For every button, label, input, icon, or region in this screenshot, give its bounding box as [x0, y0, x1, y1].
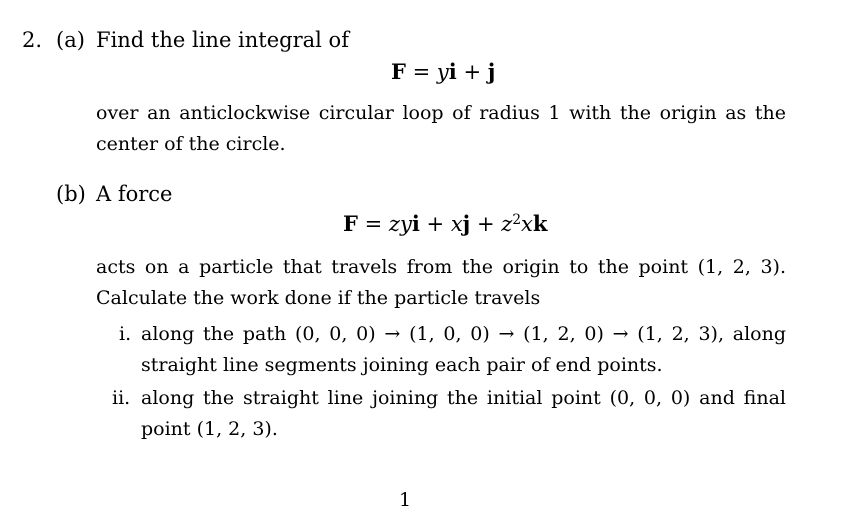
eq-b-term2-coef: x	[450, 212, 463, 236]
eq-b-term3-coef: x	[521, 212, 533, 236]
eq-a-term1-vec: i	[448, 59, 457, 84]
eq-b-term2-vec: j	[462, 211, 471, 236]
part-a-text-line1: over an anticlockwise circular loop of radius 1 with the origin as the	[96, 102, 786, 124]
eq-b-term3-exp: 2	[512, 212, 522, 229]
item-i-line2: straight line segments joining each pair of end points.	[141, 354, 663, 376]
part-a-text-line2: center of the circle.	[96, 133, 286, 155]
eq-b-term1-coef: zy	[388, 212, 412, 236]
eq-a-lhs: F	[391, 59, 406, 84]
part-a-equation	[391, 61, 495, 83]
item-i-line1: along the path (0, 0, 0) → (1, 0, 0) → (1, 2, 0) → (1, 2, 3), along	[141, 323, 786, 345]
eq-b-term3-base: z	[501, 212, 513, 236]
problem-number: 2.	[22, 28, 43, 52]
eq-b-lhs: F	[343, 211, 358, 236]
part-b-intro: A force	[96, 182, 173, 206]
eq-a-term1-coef: y	[436, 60, 449, 84]
part-a-intro: Find the line integral of	[96, 28, 349, 52]
item-ii-line2: point (1, 2, 3).	[141, 418, 278, 440]
part-b-equation	[343, 213, 547, 235]
part-b-text-line1: acts on a particle that travels from the origin to the point (1, 2, 3).	[96, 256, 786, 278]
item-i-label: i.	[119, 323, 132, 345]
eq-a-plus: +	[463, 60, 482, 84]
eq-b-equals: =	[364, 212, 383, 236]
part-a-label: (a)	[56, 28, 85, 52]
part-b-label: (b)	[56, 182, 86, 206]
eq-b-term1-vec: i	[411, 211, 420, 236]
page-number: 1	[399, 489, 412, 511]
eq-b-plus1: +	[426, 212, 445, 236]
eq-a-term2-vec: j	[487, 59, 496, 84]
eq-b-plus2: +	[476, 212, 495, 236]
part-b-text-line2: Calculate the work done if the particle travels	[96, 287, 541, 309]
item-ii-label: ii.	[112, 387, 131, 409]
item-ii-line1: along the straight line joining the initial point (0, 0, 0) and final	[141, 387, 786, 409]
eq-a-equals: =	[412, 60, 431, 84]
eq-b-term3-vec: k	[532, 211, 548, 236]
